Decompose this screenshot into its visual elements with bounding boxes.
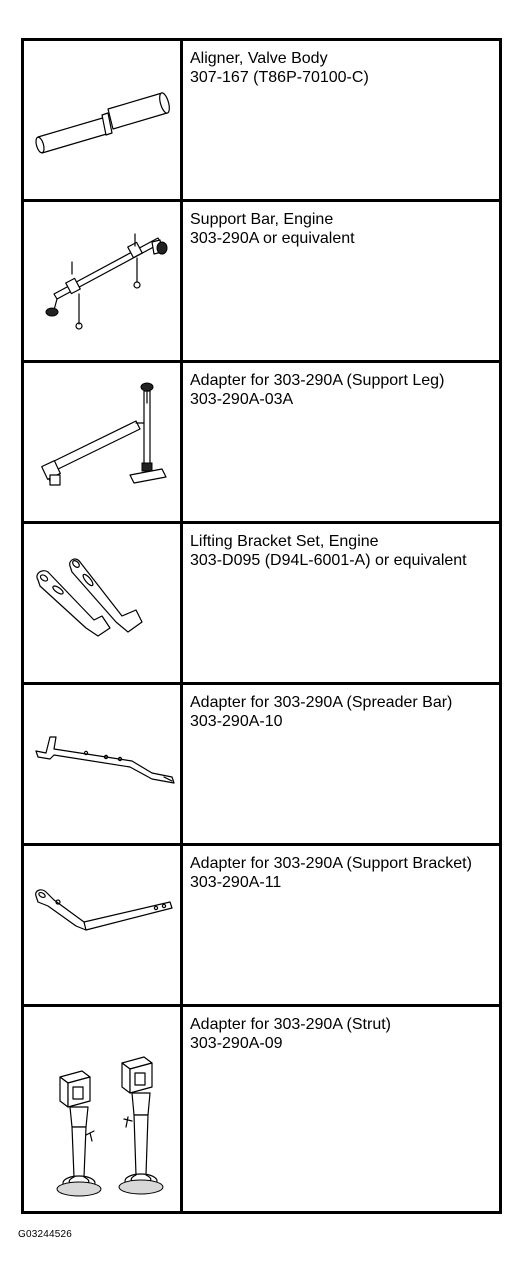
spreader-bar-drawing — [24, 685, 180, 843]
tool-illustration-cell — [23, 684, 182, 845]
tool-part-number: 303-D095 (D94L-6001-A) or equivalent — [190, 552, 467, 569]
tool-name: Adapter for 303-290A (Spreader Bar) — [190, 694, 453, 711]
strut-left — [57, 1071, 101, 1196]
tool-name: Lifting Bracket Set, Engine — [190, 533, 379, 550]
figure-id: G03244526 — [18, 1229, 73, 1240]
tool-name: Adapter for 303-290A (Support Bracket) — [190, 855, 472, 872]
tool-row-support-bracket — [23, 845, 501, 1006]
tool-description-cell — [182, 523, 501, 684]
tool-illustration-cell — [23, 845, 182, 1006]
tool-name: Aligner, Valve Body — [190, 50, 328, 67]
lifting-bracket-set-drawing — [24, 524, 180, 682]
tool-description-cell — [182, 845, 501, 1006]
tool-row-support-leg — [23, 362, 501, 523]
tool-name: Adapter for 303-290A (Strut) — [190, 1016, 391, 1033]
tool-illustration-cell — [23, 1006, 182, 1213]
tool-part-number: 307-167 (T86P-70100-C) — [190, 69, 369, 86]
tool-description-cell — [182, 362, 501, 523]
tool-description-cell — [182, 684, 501, 845]
tool-part-number: 303-290A-03A — [190, 391, 294, 408]
strut-drawing — [24, 1007, 180, 1211]
tool-part-number: 303-290A-11 — [190, 874, 282, 891]
engine-support-bar-drawing — [24, 202, 180, 360]
tool-row-lifting-bracket-set — [23, 523, 501, 684]
tool-illustration-cell — [23, 40, 182, 201]
tool-part-number: 303-290A-10 — [190, 713, 283, 730]
tool-description-cell — [182, 40, 501, 201]
tool-description-cell — [182, 201, 501, 362]
tool-name: Adapter for 303-290A (Support Leg) — [190, 372, 445, 389]
tool-part-number: 303-290A-09 — [190, 1035, 283, 1052]
tool-name: Support Bar, Engine — [190, 211, 334, 228]
tool-illustration-cell — [23, 201, 182, 362]
tool-illustration-cell — [23, 523, 182, 684]
valve-body-aligner-drawing — [24, 41, 180, 199]
special-tools-table — [21, 38, 502, 1214]
tool-row-engine-support-bar — [23, 201, 501, 362]
tool-row-strut — [23, 1006, 501, 1213]
tool-row-spreader-bar — [23, 684, 501, 845]
tool-illustration-cell — [23, 362, 182, 523]
tool-row-valve-body-aligner — [23, 40, 501, 201]
strut-right — [119, 1057, 163, 1194]
tool-description-cell — [182, 1006, 501, 1213]
support-leg-drawing — [24, 363, 180, 521]
support-bracket-drawing — [24, 846, 180, 1004]
tool-part-number: 303-290A or equivalent — [190, 230, 355, 247]
